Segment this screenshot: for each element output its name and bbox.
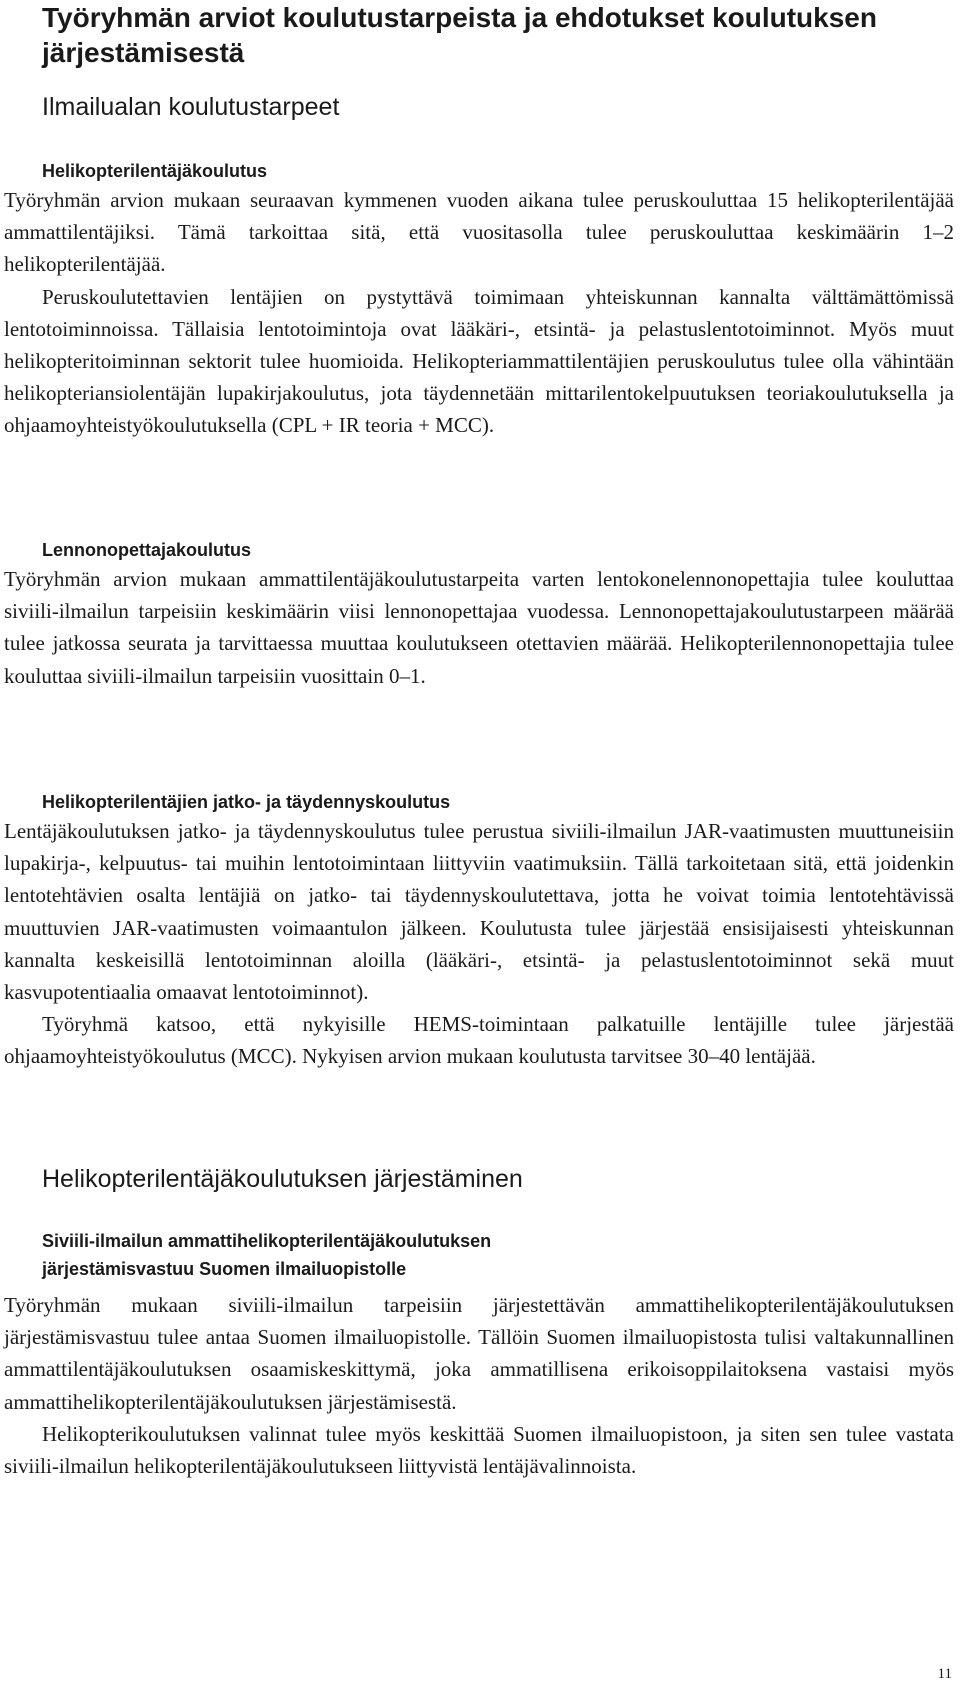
paragraph: Työryhmän mukaan siviili-ilmailun tarpeisiin järjestettävän ammattihelikopterilentäjäkoulutuksen järjestämisvastuu tulee antaa Suomen ilmailuopistolle. Tällöin Suomen ilmailuopistosta tulisi valtakunnallinen ammattilentäjäkoulutuksen osaamiskeskittymä, joka ammatillisena erikoisoppilaitoksena vastaisi myös ammattihelikopterilentäjäkoulutuksen järjestämisestä. bbox=[4, 1293, 954, 1414]
paragraph: Lentäjäkoulutuksen jatko- ja täydennyskoulutus tulee perustua siviili-ilmailun JAR-vaatimusten muuttuneisiin lupakirja-, kelpuutus- tai muihin lentotoimintaan liittyviin vaatimuksiin. Tällä tarkoitetaan sitä, että joidenkin lentotehtävien osalta lentäjiä on jatko- tai täydennyskoulutettava, jotta he voivat toimia lentotehtävissä muuttuvien JAR-vaatimusten voimaantulon jälkeen. Koulutusta tulee järjestää ensisijaisesti yhteiskunnan kannalta keskeisillä lentotoiminnan aloilla (lääkäri-, etsintä- ja pelastuslentotoiminnot sekä muut kasvupotentiaalia omaavat lentotoiminnot). bbox=[4, 819, 954, 1005]
paragraph: Työryhmä katsoo, että nykyisille HEMS-toimintaan palkatuille lentäjille tulee järjestää ohjaamoyhteistyökoulutus (MCC). Nykyisen arvion mukaan koulutusta tarvitsee 30–40 lentäjää. bbox=[4, 1012, 954, 1069]
subheading-line: Siviili-ilmailun ammattihelikopterilentäjäkoulutuksen bbox=[42, 1231, 492, 1251]
section-flight-instructor-training-body bbox=[4, 563, 954, 692]
paragraph: Työryhmän arvion mukaan ammattilentäjäkoulutustarpeita varten lentokonelennonopettajia tulee kouluttaa siviili-ilmailun tarpeisiin keskimäärin viisi lennonopettajaa vuodessa. Lennonopettajakoulutustarpeen määrää tulee jatkossa seurata ja tarvittaessa muuttaa koulutukseen otettavien määrää. Helikopterilennonopettajia tulee kouluttaa siviili-ilmailun tarpeisiin vuosittain 0–1. bbox=[4, 567, 954, 688]
section-heading-training-needs: Ilmailualan koulutustarpeet bbox=[42, 93, 340, 121]
section-helicopter-pilot-training-body bbox=[4, 184, 954, 442]
section-continuation-training-body bbox=[4, 815, 954, 1073]
paragraph: Peruskoulutettavien lentäjien on pystyttävä toimimaan yhteiskunnan kannalta välttämättömissä lentotoiminnoissa. Tällaisia lentotoimintoja ovat lääkäri-, etsintä- ja pelastuslentotoiminnot. Myös muut helikopteritoiminnan sektorit tulee huomioida. Helikopteriammattilentäjien peruskoulutus tulee olla vähintään helikopteriansiolentäjän lupakirjakoulutus, jota täydennetään mittarilentokelpuutuksen teoriakoulutuksella ja ohjaamoyhteistyökoulutuksella (CPL + IR teoria + MCC). bbox=[4, 284, 954, 438]
section-heading-training-organisation: Helikopterilentäjäkoulutuksen järjestäminen bbox=[42, 1165, 523, 1193]
subheading-responsibility bbox=[42, 1227, 922, 1283]
subheading-helicopter-pilot-training: Helikopterilentäjäkoulutus bbox=[42, 161, 268, 181]
page-title: Työryhmän arviot koulutustarpeista ja ehdotukset koulutuksen järjestämisestä bbox=[42, 2, 877, 68]
subheading-line: järjestämisvastuu Suomen ilmailuopistolle bbox=[42, 1259, 407, 1279]
subheading-flight-instructor-training: Lennonopettajakoulutus bbox=[42, 540, 251, 560]
paragraph: Työryhmän arvion mukaan seuraavan kymmenen vuoden aikana tulee peruskouluttaa 15 helikopterilentäjää ammattilentäjiksi. Tämä tarkoittaa sitä, että vuositasolla tulee peruskouluttaa keskimäärin 1–2 helikopterilentäjää. bbox=[4, 188, 954, 277]
subheading-continuation-training: Helikopterilentäjien jatko- ja täydennyskoulutus bbox=[42, 792, 451, 812]
section-responsibility-body bbox=[4, 1289, 954, 1482]
page-number: 11 bbox=[937, 1666, 952, 1682]
paragraph: Helikopterikoulutuksen valinnat tulee myös keskittää Suomen ilmailuopistoon, ja siten sen tulee vastata siviili-ilmailun helikopterilentäjäkoulutukseen liittyvistä lentäjävalinnoista. bbox=[4, 1421, 954, 1479]
